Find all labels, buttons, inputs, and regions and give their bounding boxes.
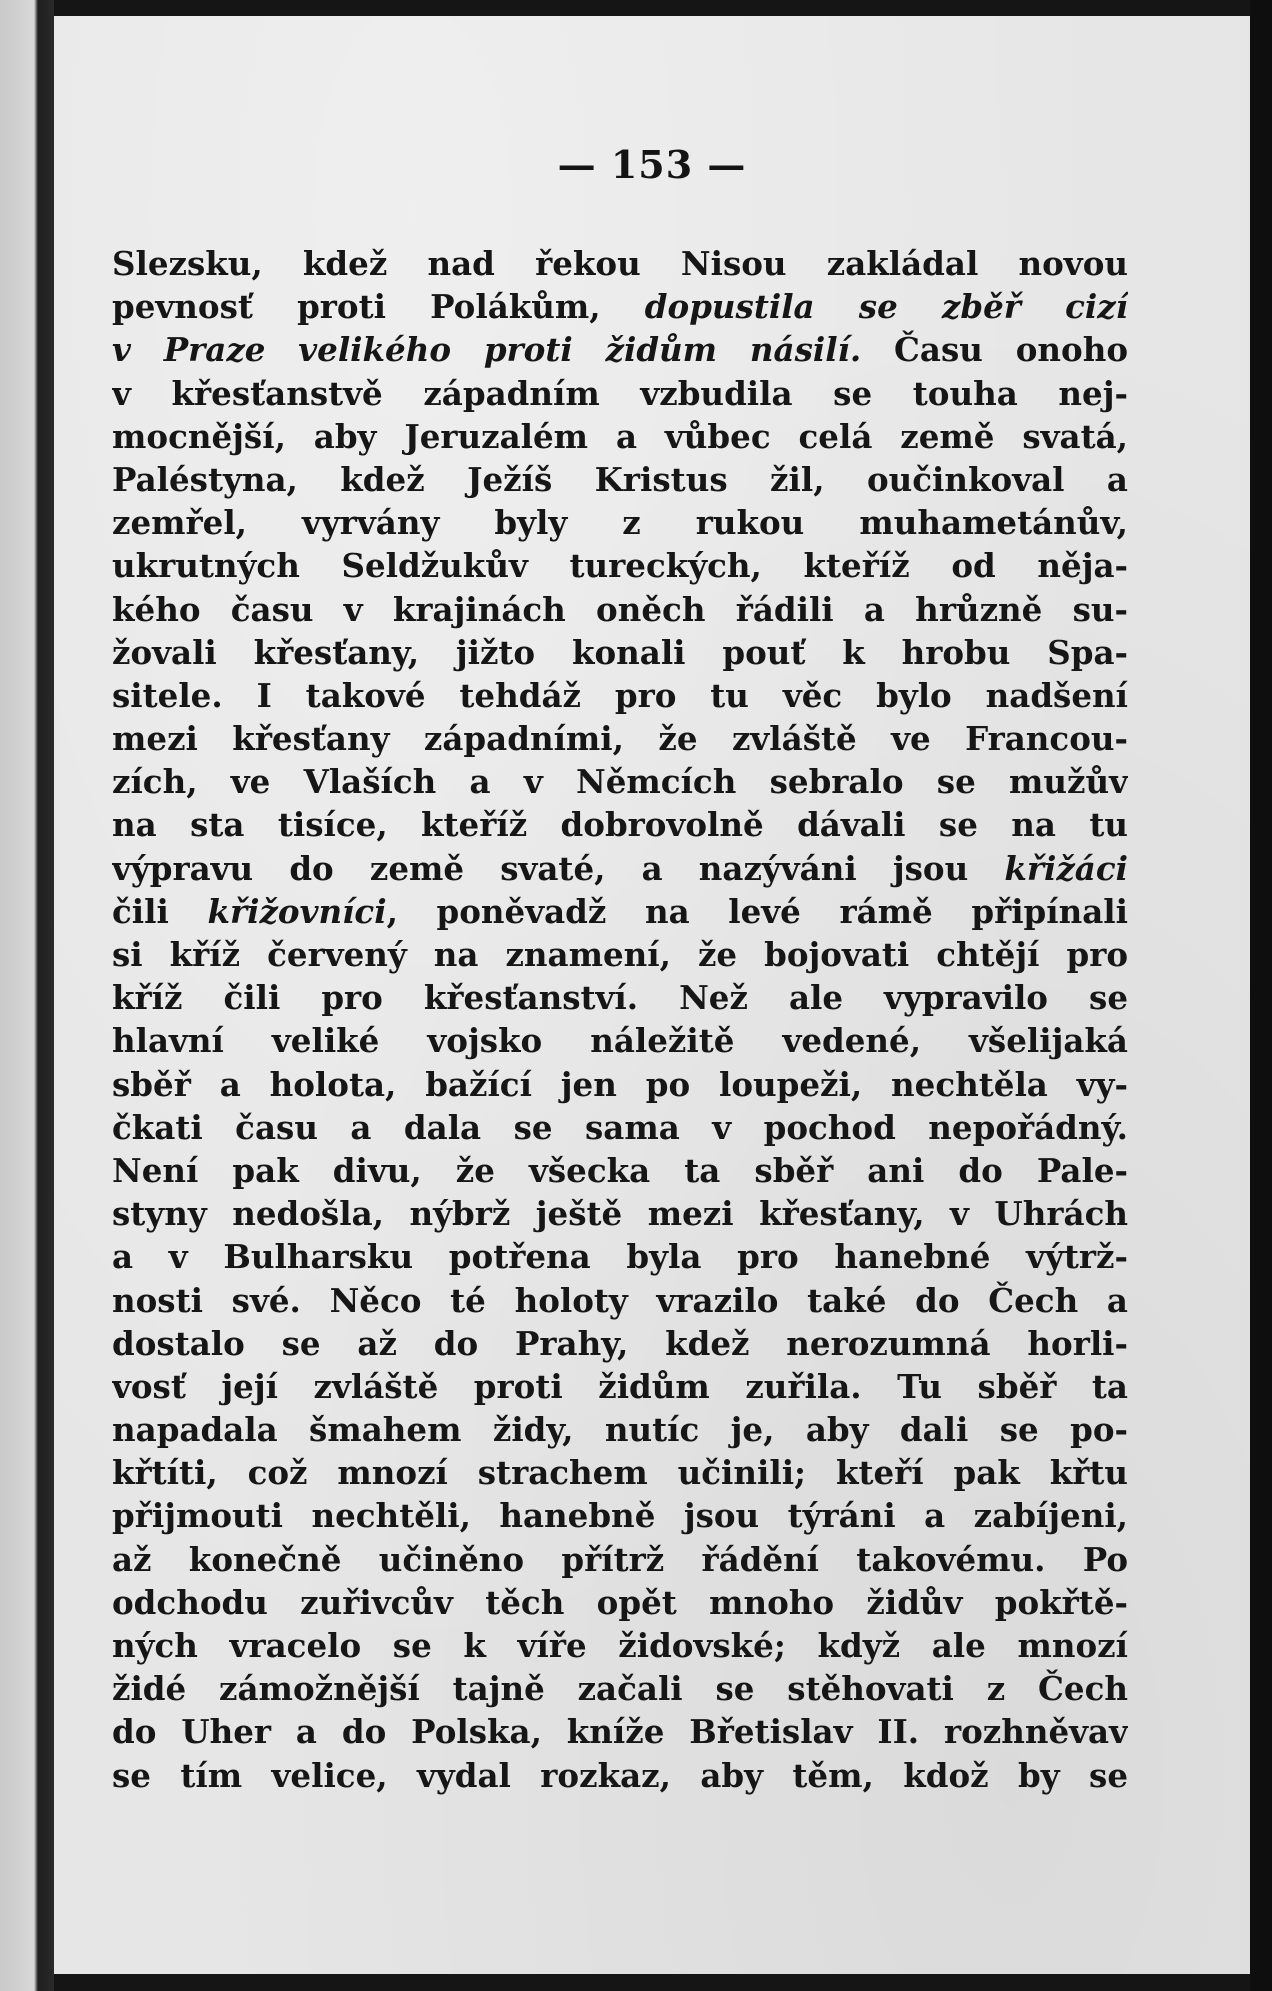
- text-run: se tím velice, vydal rozkaz, aby těm, kdož by se: [112, 1755, 1128, 1795]
- text-run: Paléstyna, kdež Ježíš Kristus žil, oučinkoval a: [112, 459, 1128, 499]
- text-line: [112, 1451, 1128, 1494]
- text-line: [112, 1322, 1128, 1365]
- text-line: [112, 1149, 1128, 1192]
- text-run: mezi křesťany západními, že zvláště ve Francou-: [112, 719, 1128, 759]
- text-line: [112, 544, 1128, 587]
- body-text: [112, 242, 1128, 1797]
- text-line: [112, 1192, 1128, 1235]
- text-run: nosti své. Něco té holoty vrazilo také do Čech a: [112, 1280, 1128, 1320]
- text-line: [112, 372, 1128, 415]
- text-run: v křesťanstvě západním vzbudila se touha nej-: [112, 373, 1128, 413]
- book-page: [54, 16, 1250, 1974]
- text-line: [112, 1408, 1128, 1451]
- text-run: mocnější, aby Jeruzalém a vůbec celá země svatá,: [112, 416, 1128, 456]
- text-run: Není pak divu, že všecka ta sběř ani do Pale-: [112, 1150, 1128, 1190]
- text-run: čili: [112, 891, 208, 931]
- text-run: kříž čili pro křesťanství. Než ale vypravilo se: [112, 978, 1128, 1018]
- text-run: žovali křesťany, jižto konali pouť k hrobu Spa-: [112, 632, 1128, 672]
- text-run: na sta tisíce, kteříž dobrovolně dávali se na tu: [112, 805, 1128, 845]
- text-line: [112, 1106, 1128, 1149]
- text-line: [112, 1754, 1128, 1797]
- text-line: [112, 1494, 1128, 1537]
- text-line: [112, 1019, 1128, 1062]
- text-run: křtíti, což mnozí strachem učinili; kteří pak křtu: [112, 1453, 1128, 1493]
- italic-text: křižáci: [1004, 848, 1128, 888]
- text-run: pevnosť proti Polákům,: [112, 287, 645, 327]
- text-run: přijmouti nechtěli, hanebně jsou týráni a zabíjeni,: [112, 1496, 1128, 1536]
- text-line: [112, 674, 1128, 717]
- text-line: [112, 760, 1128, 803]
- text-run: do Uher a do Polska, kníže Břetislav II. rozhněvav: [112, 1712, 1128, 1752]
- text-run: a v Bulharsku potřena byla pro hanebné výtrž-: [112, 1237, 1128, 1277]
- text-line: [112, 803, 1128, 846]
- text-run: zemřel, vyrvány byly z rukou muhametánův,: [112, 503, 1128, 543]
- text-line: [112, 328, 1128, 371]
- text-run: výpravu do země svaté, a nazýváni jsou: [112, 848, 1005, 888]
- text-line: [112, 242, 1128, 285]
- text-line: [112, 717, 1128, 760]
- text-line: [112, 1667, 1128, 1710]
- text-line: [112, 1624, 1128, 1667]
- text-run: zích, ve Vlaších a v Němcích sebralo se mužův: [112, 762, 1128, 802]
- text-line: [112, 890, 1128, 933]
- text-run: odchodu zuřivcův těch opět mnoho židův pokřtě-: [112, 1582, 1128, 1622]
- text-line: [112, 1538, 1128, 1581]
- italic-text: v Praze velikého proti židům násilí.: [112, 330, 862, 370]
- text-line: [112, 1710, 1128, 1753]
- text-run: Času onoho: [861, 330, 1128, 370]
- text-line: [112, 458, 1128, 501]
- text-line: [112, 631, 1128, 674]
- text-line: [112, 1063, 1128, 1106]
- text-run: sitele. I takové tehdáž pro tu věc bylo nadšení: [112, 675, 1128, 715]
- text-line: [112, 415, 1128, 458]
- text-line: [112, 1279, 1128, 1322]
- text-line: [112, 847, 1128, 890]
- page-gutter: [0, 0, 54, 1991]
- text-line: [112, 501, 1128, 544]
- text-run: styny nedošla, nýbrž ještě mezi křesťany, v Uhrách: [112, 1194, 1128, 1234]
- text-run: si kříž červený na znamení, že bojovati chtějí pro: [112, 935, 1128, 974]
- scan-border: [1250, 0, 1272, 1991]
- page-number: — 153 —: [557, 142, 747, 187]
- text-run: čkati času a dala se sama v pochod nepořádný.: [112, 1107, 1128, 1147]
- text-run: vosť její zvláště proti židům zuřila. Tu sběř ta: [112, 1366, 1128, 1406]
- text-line: [112, 1235, 1128, 1278]
- text-line: [112, 1365, 1128, 1408]
- text-run: hlavní veliké vojsko náležitě vedené, všelijaká: [112, 1021, 1128, 1061]
- text-line: [112, 285, 1128, 328]
- italic-text: křižovníci: [207, 891, 387, 931]
- text-run: kého času v krajinách oněch řádili a hrůzně su-: [112, 589, 1128, 629]
- text-run: až konečně učiněno přítrž řádění takovému. Po: [112, 1539, 1128, 1579]
- text-run: ných vracelo se k víře židovské; když ale mnozí: [112, 1626, 1128, 1665]
- text-line: [112, 588, 1128, 631]
- text-run: sběř a holota, bažící jen po loupeži, nechtěla vy-: [112, 1064, 1128, 1104]
- text-run: Slezsku, kdež nad řekou Nisou zakládal novou: [112, 244, 1128, 283]
- text-run: dostalo se až do Prahy, kdež nerozumná horli-: [112, 1323, 1128, 1363]
- text-line: [112, 1581, 1128, 1624]
- text-run: , poněvadž na levé rámě připínali: [386, 891, 1128, 931]
- text-run: židé zámožnější tajně začali se stěhovati z Čech: [112, 1669, 1128, 1709]
- text-run: napadala šmahem židy, nutíc je, aby dali se po-: [112, 1410, 1128, 1450]
- text-line: [112, 933, 1128, 976]
- italic-text: dopustila se zběř cizí: [644, 287, 1128, 327]
- text-run: ukrutných Seldžukův tureckých, kteříž od něja-: [112, 546, 1128, 586]
- text-line: [112, 976, 1128, 1019]
